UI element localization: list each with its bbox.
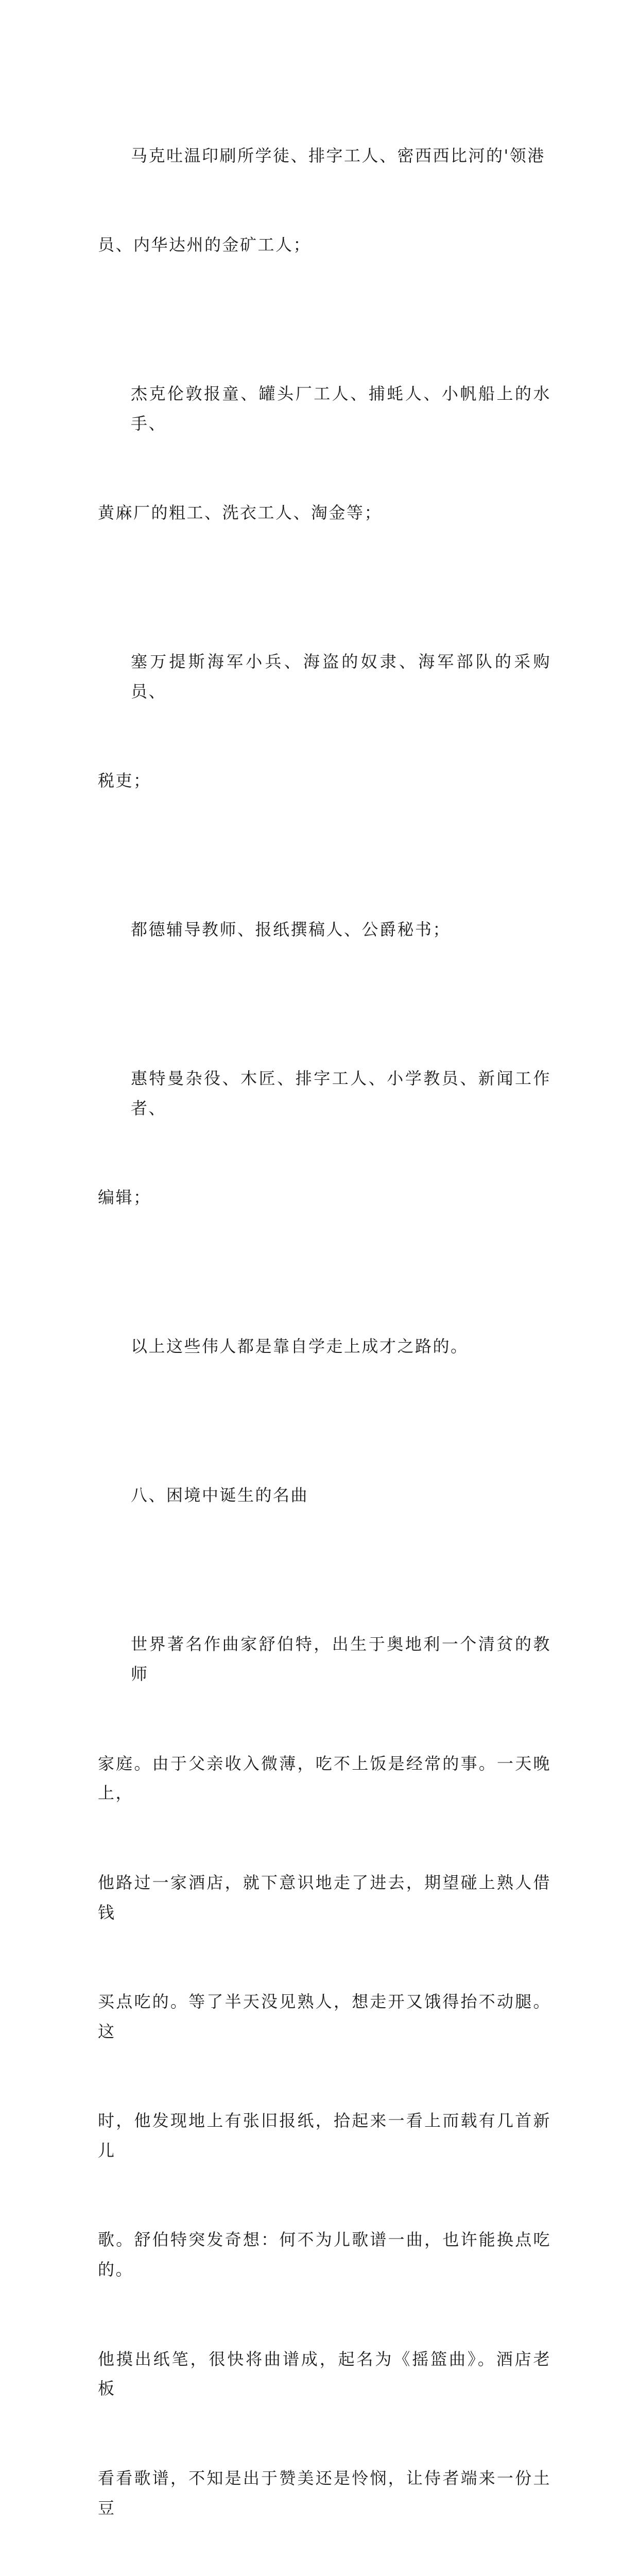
paragraph-cervantes [98, 588, 551, 856]
paragraph-mark-twain [98, 81, 551, 319]
text-line: 塞万提斯海军小兵、海盗的奴隶、海军部队的采购员、 [131, 652, 551, 701]
text-line: 马克吐温印刷所学徒、排字工人、密西西比河的'领港 [131, 145, 545, 165]
text-line: 买点吃的。等了半天没见熟人，想走开又饿得抬不动腿。这 [98, 1992, 551, 2041]
text-line: 税吏； [98, 771, 151, 791]
text-line: 都德辅导教师、报纸撰稿人、公爵秘书； [131, 920, 451, 940]
text-line: 他路过一家酒店，就下意识地走了进去，期望碰上熟人借钱 [98, 1872, 551, 1922]
text-line: 以上这些伟人都是靠自学走上成才之路的。 [131, 1336, 469, 1357]
text-line: 时，他发现地上有张旧报纸，拾起来一看上而载有几首新儿 [98, 2111, 551, 2160]
section-heading-8 [98, 1421, 551, 1570]
paragraph-whitman [98, 1005, 551, 1273]
paragraph-jack-london [98, 319, 551, 587]
text-line: 家庭。由于父亲收入微薄，吃不上饭是经常的事。一天晚上， [98, 1753, 551, 1803]
text-line: 黄麻厂的粗工、洗衣工人、淘金等； [98, 503, 383, 523]
paragraph-daudet [98, 856, 551, 1005]
paragraph-summary [98, 1273, 551, 1421]
text-line: 编辑； [98, 1188, 151, 1208]
heading-text: 八、困境中诞生的名曲 [131, 1485, 309, 1505]
text-line: 歌。舒伯特突发奇想：何不为儿歌谱一曲，也许能换点吃的。 [98, 2230, 551, 2280]
text-line: 世界著名作曲家舒伯特，出生于奥地利一个清贫的教师 [131, 1634, 551, 1684]
text-line: 员、内华达州的金矿工人； [98, 234, 312, 255]
text-line: 杰克伦敦报童、罐头厂工人、捕蚝人、小帆船上的水手、 [131, 383, 551, 433]
text-line: 惠特曼杂役、木匠、排字工人、小学教员、新闻工作者、 [131, 1069, 551, 1118]
text-line: 看看歌谱，不知是出于赞美还是怜悯，让侍者端来一份土豆 [98, 2468, 551, 2518]
document-body [98, 81, 551, 2576]
text-line: 他摸出纸笔，很快将曲谱成，起名为《摇篮曲》。酒店老板 [98, 2349, 551, 2399]
paragraph-schubert [98, 1570, 551, 2576]
